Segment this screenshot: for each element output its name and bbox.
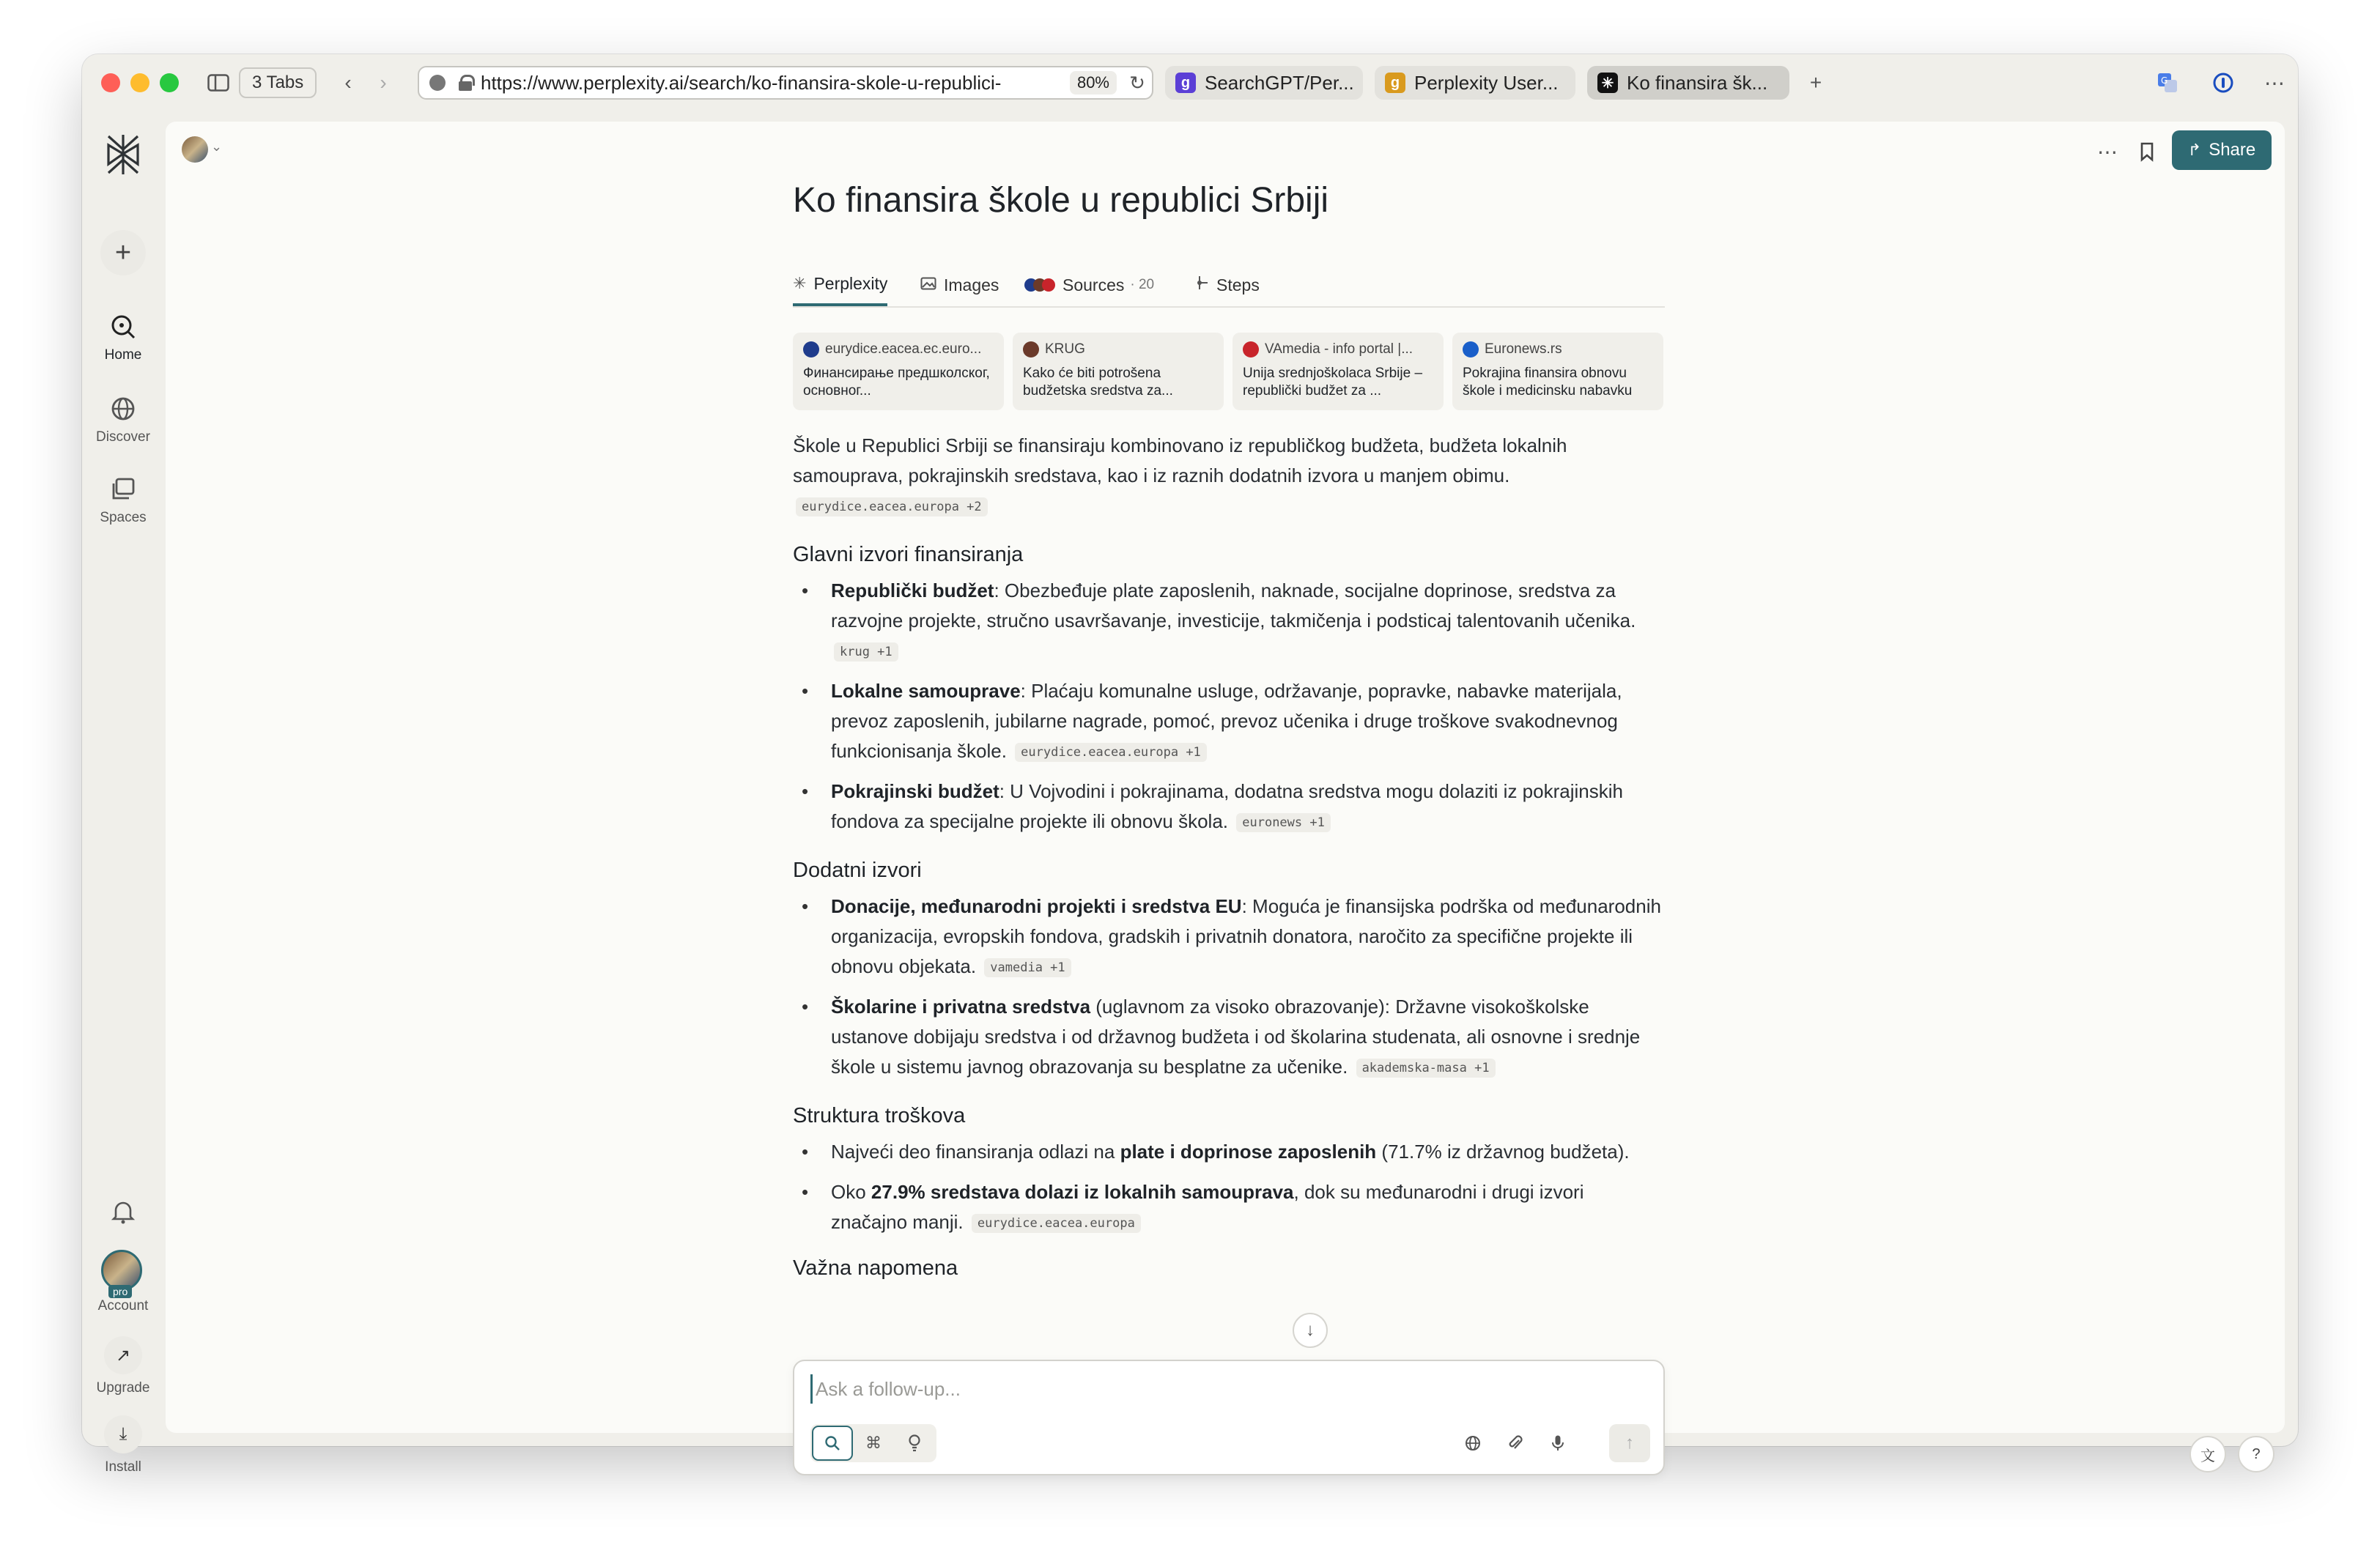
source-title: Финансирање предшколског, основног... [803, 366, 990, 399]
image-icon [920, 275, 936, 294]
tab-label: Sources [1062, 275, 1125, 294]
new-tab-plus-icon[interactable]: + [1809, 71, 1822, 94]
mode-selector [810, 1424, 936, 1462]
euronews-favicon-icon [1463, 341, 1479, 357]
scroll-down-button[interactable] [1293, 1313, 1328, 1348]
bell-icon [107, 1196, 139, 1228]
citation-badge[interactable]: vamedia +1 [984, 958, 1071, 977]
zoom-level[interactable]: 80% [1070, 71, 1117, 95]
browser-tab-perplexity-user[interactable] [1375, 66, 1575, 100]
citation-badge[interactable]: krug +1 [834, 642, 898, 662]
attach-paperclip-icon[interactable] [1499, 1427, 1531, 1459]
reload-icon[interactable]: ↻ [1129, 71, 1145, 94]
sources-count-value: 20 [1138, 277, 1155, 292]
list-item [793, 1177, 1665, 1237]
source-site-label: Euronews.rs [1485, 341, 1562, 357]
tab-label: Steps [1216, 275, 1260, 294]
tab-label: Perplexity [813, 273, 888, 293]
site-info-icon[interactable] [429, 75, 446, 91]
item-text: (uglavnom za visoko obrazovanje): Državne visokoškolske ustanove dobijaju sredstva i od državnog budžeta i od školarina studenata, ali osnovne i srednje škole u sistemu javnog obrazovanja su besplatne za učenike. [831, 996, 1641, 1078]
new-thread-button[interactable] [82, 230, 164, 275]
submit-button[interactable] [1609, 1424, 1650, 1462]
source-card[interactable] [793, 333, 1004, 410]
item-bold: Republički budžet [831, 579, 994, 601]
account-label: Account [97, 1298, 149, 1314]
labs-mode-button[interactable] [894, 1426, 935, 1461]
source-title: Unija srednjoškolaca Srbije – republički budžet za ... [1243, 366, 1423, 399]
tab-label: Images [944, 275, 999, 294]
item-bold: 27.9% sredstava dolazi iz lokalnih samouprava [871, 1181, 1294, 1203]
searchgpt-favicon-icon: g [1175, 73, 1196, 93]
section-heading: Glavni izvori finansiranja [793, 543, 1024, 566]
tab-sources[interactable] [1024, 264, 1154, 306]
list-item [793, 892, 1665, 982]
item-text: Najveći deo finansiranja odlazi na [831, 1141, 1120, 1163]
followup-box [793, 1360, 1665, 1475]
plus-icon: + [100, 230, 146, 275]
password-extension-icon[interactable] [2209, 67, 2238, 98]
research-icon: ⌘ [865, 1434, 882, 1452]
section-heading: Važna napomena [793, 1256, 958, 1280]
search-mode-button[interactable] [812, 1426, 853, 1461]
perplexity-user-favicon-icon: g [1385, 73, 1405, 93]
tab-perplexity[interactable] [793, 264, 887, 306]
home-search-icon [107, 311, 139, 343]
perplexity-icon: ✳ [793, 274, 807, 292]
pro-badge: pro [108, 1285, 132, 1298]
item-text: (71.7% iz državnog budžeta). [1376, 1141, 1630, 1163]
arrow-up-icon: ↑ [1625, 1433, 1634, 1453]
arrow-down-icon: ↓ [1306, 1320, 1315, 1340]
source-site [1023, 341, 1213, 357]
lock-icon [459, 75, 472, 91]
citation-badge[interactable]: eurydice.eacea.europa +2 [796, 497, 988, 516]
spaces-icon [107, 473, 139, 505]
source-cards [793, 333, 1665, 410]
sources-count: · 20 [1130, 277, 1155, 292]
item-bold: Donacije, međunarodni projekti i sredstva EU [831, 895, 1242, 917]
list-item [793, 777, 1665, 837]
main-sources-list [793, 576, 1665, 837]
citation-badge[interactable]: eurydice.eacea.europa +1 [1015, 743, 1207, 762]
sidebar-item-home[interactable] [82, 311, 164, 363]
list-item [793, 576, 1665, 666]
page-title: Ko finansira škole u republici Srbiji [793, 181, 1329, 220]
maximize-window-button[interactable] [160, 73, 179, 92]
url-text[interactable]: https://www.perplexity.ai/search/ko-finansira-skole-u-republici- [481, 71, 1002, 94]
followup-input[interactable] [810, 1374, 1470, 1404]
item-bold: Lokalne samouprave [831, 680, 1021, 702]
research-mode-button[interactable] [853, 1426, 894, 1461]
tab-steps[interactable] [1196, 264, 1260, 306]
sidebar-item-label: Discover [96, 429, 150, 445]
tab-label: Ko finansira šk... [1627, 71, 1768, 94]
translate-icon: 文 [2200, 1448, 2215, 1464]
browser-window [82, 54, 2298, 1475]
source-favicons-icon [1024, 278, 1055, 292]
sidebar-item-spaces[interactable] [82, 473, 164, 526]
source-site [1463, 341, 1653, 357]
cost-structure-list [793, 1137, 1665, 1237]
minimize-window-button[interactable] [130, 73, 149, 92]
help-button[interactable] [2238, 1436, 2274, 1472]
account-button[interactable] [82, 1250, 164, 1314]
citation-badge[interactable]: euronews +1 [1236, 813, 1331, 832]
share-icon: ↱ [2187, 141, 2202, 159]
eurydice-favicon-icon [803, 341, 819, 357]
install-label: Install [105, 1459, 141, 1475]
list-item [793, 676, 1665, 766]
source-site-label: VAmedia - info portal |... [1265, 341, 1413, 357]
sidebar-toggle-icon[interactable] [205, 67, 232, 98]
tabs-count-button[interactable]: 3 Tabs [239, 67, 317, 98]
extra-sources-list [793, 892, 1665, 1082]
tab-label: SearchGPT/Per... [1205, 71, 1354, 94]
source-card[interactable] [1232, 333, 1444, 410]
section-heading: Struktura troškova [793, 1104, 966, 1127]
browser-tab-searchgpt[interactable] [1165, 66, 1363, 100]
thread-tabs [793, 264, 1665, 308]
sidebar-item-label: Spaces [100, 510, 147, 525]
microphone-icon[interactable] [1542, 1427, 1574, 1459]
thread-more-icon[interactable]: ⋯ [2097, 140, 2118, 163]
vamedia-favicon-icon [1243, 341, 1259, 357]
back-arrow-icon[interactable]: ‹ [344, 71, 352, 94]
share-button[interactable] [2172, 130, 2272, 170]
item-text: : U Vojvodini i pokrajinama, dodatna sredstva mogu dolaziti iz pokrajinskih fondova za specijalne projekte ili obnovu škola. [831, 780, 1623, 832]
source-title: Pokrajina finansira obnovu škole i medicinsku nabavku [1463, 366, 1633, 399]
source-site-label: eurydice.eacea.ec.euro... [825, 341, 982, 357]
source-card[interactable] [1452, 333, 1663, 410]
close-window-button[interactable] [101, 73, 120, 92]
notifications-button[interactable] [82, 1196, 164, 1232]
source-site [1243, 341, 1433, 357]
address-bar[interactable] [418, 66, 1153, 100]
item-text: , dok su međunarodni i drugi izvori značajno manji. [831, 1181, 1584, 1233]
browser-more-icon[interactable]: ⋯ [2264, 71, 2285, 95]
translate-extension-icon[interactable] [2153, 67, 2182, 98]
upgrade-button[interactable] [82, 1336, 164, 1396]
perplexity-favicon-icon: ✳ [1597, 73, 1618, 93]
browser-toolbar [82, 54, 2298, 120]
install-button[interactable] [82, 1415, 164, 1475]
answer-body [793, 431, 1665, 1289]
item-text: : Moguća je finansijska podrška od međunarodnih organizacija, evropskih fondova, gradskih i privatnih donatora, naročito za specifične projekte ili obnovu objekata. [831, 895, 1661, 977]
item-bold: Pokrajinski budžet [831, 780, 999, 802]
forward-arrow-icon[interactable]: › [380, 71, 387, 94]
discover-globe-icon [107, 393, 139, 425]
source-card[interactable] [1013, 333, 1224, 410]
share-label: Share [2209, 140, 2256, 160]
krug-favicon-icon [1023, 341, 1039, 357]
item-text: : Plaćaju komunalne usluge, održavanje, popravke, nabavke materijala, prevoz zaposlenih, jubilarne nagrade, pomoć, prevoz učenika i druge troškove svakodnevnog funkcionisanja škole. [831, 680, 1622, 762]
language-button[interactable] [2189, 1436, 2226, 1472]
section-heading: Dodatni izvori [793, 859, 922, 882]
tab-images[interactable] [920, 264, 999, 306]
source-site [803, 341, 994, 357]
bookmark-icon[interactable] [2134, 136, 2160, 167]
item-bold: plate i doprinose zaposlenih [1120, 1141, 1377, 1163]
answer-intro [793, 431, 1665, 521]
browser-tab-active[interactable] [1587, 66, 1789, 100]
item-text: Oko [831, 1181, 871, 1203]
svg-text:G: G [2161, 75, 2168, 86]
item-bold: Školarine i privatna sredstva [831, 996, 1091, 1018]
user-avatar[interactable] [182, 136, 208, 163]
account-avatar [101, 1250, 145, 1297]
list-item [793, 992, 1665, 1082]
upgrade-label: Upgrade [96, 1380, 150, 1396]
globe-icon[interactable] [1457, 1427, 1489, 1459]
item-text: : Obezbeđuje plate zaposlenih, naknade, socijalne doprinose, sredstva za razvojne projekte, stručno usavršavanje, investicije, takmičenja i podsticaj talentovanih učenika. [831, 579, 1636, 631]
source-site-label: KRUG [1045, 341, 1085, 357]
citation-badge[interactable]: eurydice.eacea.europa [972, 1214, 1141, 1233]
tab-label: Perplexity User... [1414, 71, 1559, 94]
source-title: Kako će biti potrošena budžetska sredstva za... [1023, 366, 1173, 399]
list-item [793, 1137, 1665, 1167]
steps-icon [1196, 275, 1209, 295]
help-question-icon: ? [2252, 1445, 2261, 1462]
citation-badge[interactable]: akademska-masa +1 [1356, 1059, 1496, 1078]
chevron-down-icon[interactable]: ⌄ [211, 139, 223, 154]
intro-text: Škole u Republici Srbiji se finansiraju kombinovano iz republičkog budžeta, budžeta lokalnih samouprava, pokrajinskih sredstava, kao i iz raznih dodatnih izvora u manjem obimu. [793, 434, 1567, 486]
arrow-up-right-icon: ↗ [104, 1336, 142, 1374]
sidebar-item-label: Home [104, 347, 142, 363]
perplexity-logo[interactable] [82, 132, 164, 182]
app-sidebar [82, 122, 164, 1475]
download-icon: ⤓ [104, 1415, 142, 1453]
sidebar-item-discover[interactable] [82, 393, 164, 445]
